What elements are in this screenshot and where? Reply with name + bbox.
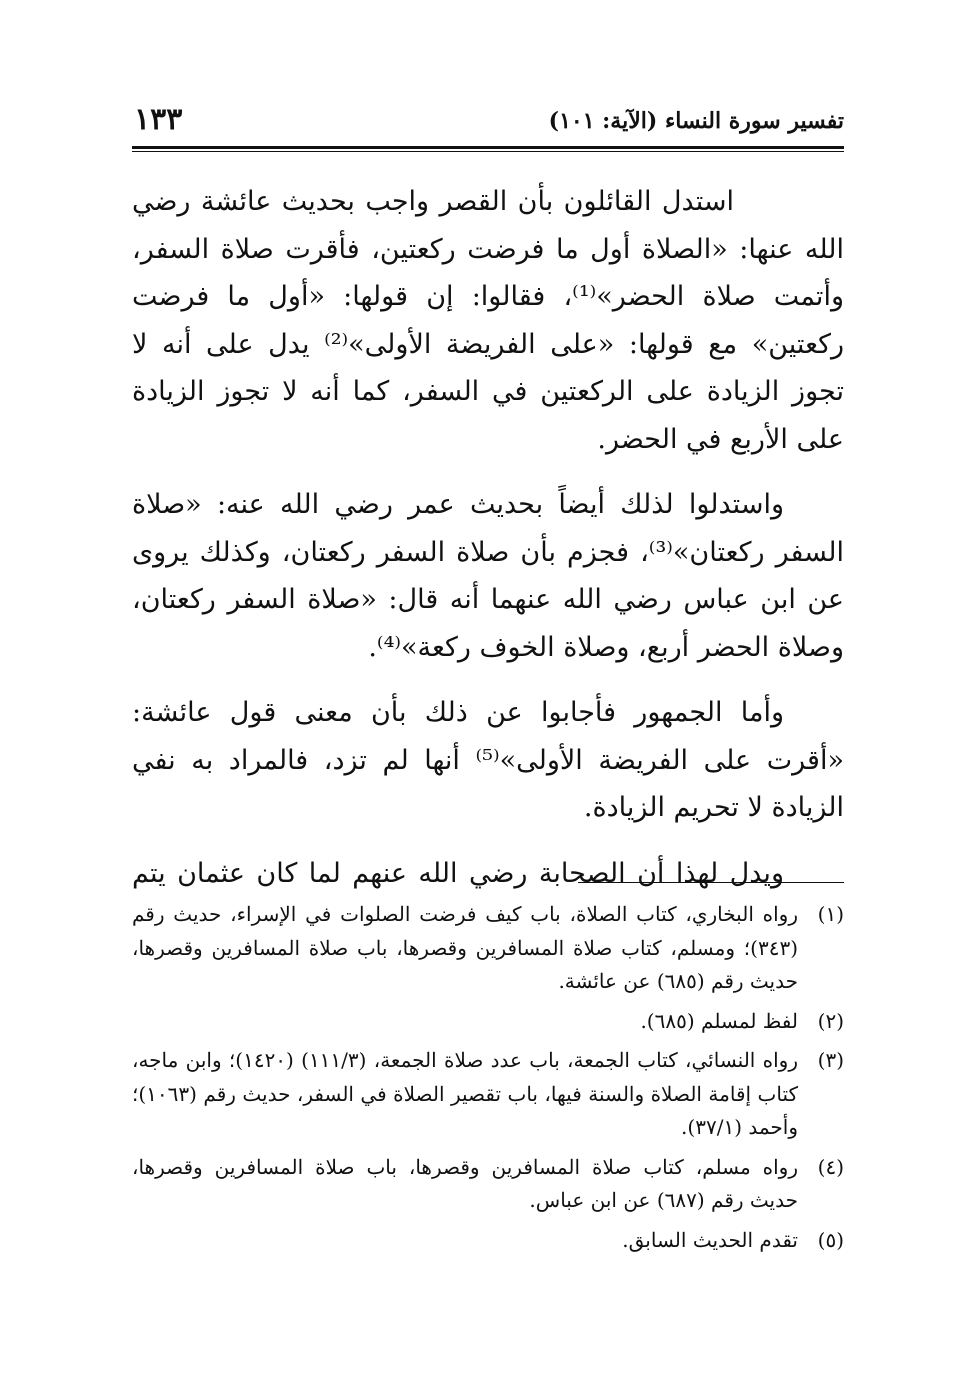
footnote-text: رواه البخاري، كتاب الصلاة، باب كيف فرضت الصلوات في الإسراء، حديث رقم (٣٤٣)؛ ومسلم، كتاب صلاة المسافرين وقصرها، باب صلاة المسافرين وقصرها، حديث رقم (٦٨٥) عن عائشة. xyxy=(132,902,798,993)
footnote-text: تقدم الحديث السابق. xyxy=(622,1227,798,1252)
paragraph-4: ويدل لهذا أن الصحابة رضي الله عنهم لما كان عثمان يتم xyxy=(132,857,784,889)
footnote-3 xyxy=(132,1044,844,1145)
header-rule xyxy=(132,146,844,152)
footnote-5 xyxy=(132,1224,844,1258)
footnote-separator xyxy=(578,882,844,883)
footnote-number: (٣) xyxy=(817,1048,844,1072)
running-header xyxy=(132,104,844,144)
paragraph-2: واستدلوا لذلك أيضاً بحديث عمر رضي الله عنه: «صلاة السفر ركعتان»⁽³⁾، فجزم بأن صلاة السفر ركعتان، وكذلك يروى عن ابن عباس رضي الله عنهما أنه قال: «صلاة السفر ركعتان، وصلاة الحضر أربع، وصلاة الخوف ركعة»⁽⁴⁾. xyxy=(132,489,844,663)
footnote-text: لفظ لمسلم (٦٨٥). xyxy=(640,1008,798,1033)
running-header-title: تفسير سورة النساء (الآية: ١٠١) xyxy=(548,108,844,134)
footnote-text: رواه النسائي، كتاب الجمعة، باب عدد صلاة الجمعة، (١١١/٣) (١٤٢٠)؛ وابن ماجه، كتاب إقامة الصلاة والسنة فيها، باب تقصير الصلاة في السفر، حديث رقم (١٠٦٣)؛ وأحمد (٣٧/١). xyxy=(132,1048,798,1139)
footnote-2 xyxy=(132,1005,844,1039)
paragraph-1: استدل القائلون بأن القصر واجب بحديث عائشة رضي الله عنها: «الصلاة أول ما فرضت ركعتين، فأقرت صلاة السفر، وأتمت صلاة الحضر»⁽¹⁾، فقالوا: إن قولها: «أول ما فرضت ركعتين» مع قولها: «على الفريضة الأولى»⁽²⁾ يدل على أنه لا تجوز الزيادة على الركعتين في السفر، كما أنه لا تجوز الزيادة على الأربع في الحضر. xyxy=(132,186,844,455)
footnote-4 xyxy=(132,1151,844,1218)
paragraph-3: وأما الجمهور فأجابوا عن ذلك بأن معنى قول عائشة: «أقرت على الفريضة الأولى»⁽⁵⁾ أنها لم تزد، فالمراد به نفي الزيادة لا تحريم الزيادة. xyxy=(132,697,844,823)
footnote-number: (١) xyxy=(817,902,844,926)
footnote-number: (٤) xyxy=(817,1154,844,1179)
page-number: ١٣٣ xyxy=(134,102,183,137)
footnote-text: رواه مسلم، كتاب صلاة المسافرين وقصرها، باب صلاة المسافرين وقصرها، حديث رقم (٦٨٧) عن ابن عباس. xyxy=(132,1154,798,1212)
footnote-number: (٥) xyxy=(817,1227,844,1252)
footnote-number: (٢) xyxy=(817,1008,844,1033)
footnote-1 xyxy=(132,898,844,999)
main-text xyxy=(132,178,844,915)
footnotes xyxy=(132,898,844,1263)
